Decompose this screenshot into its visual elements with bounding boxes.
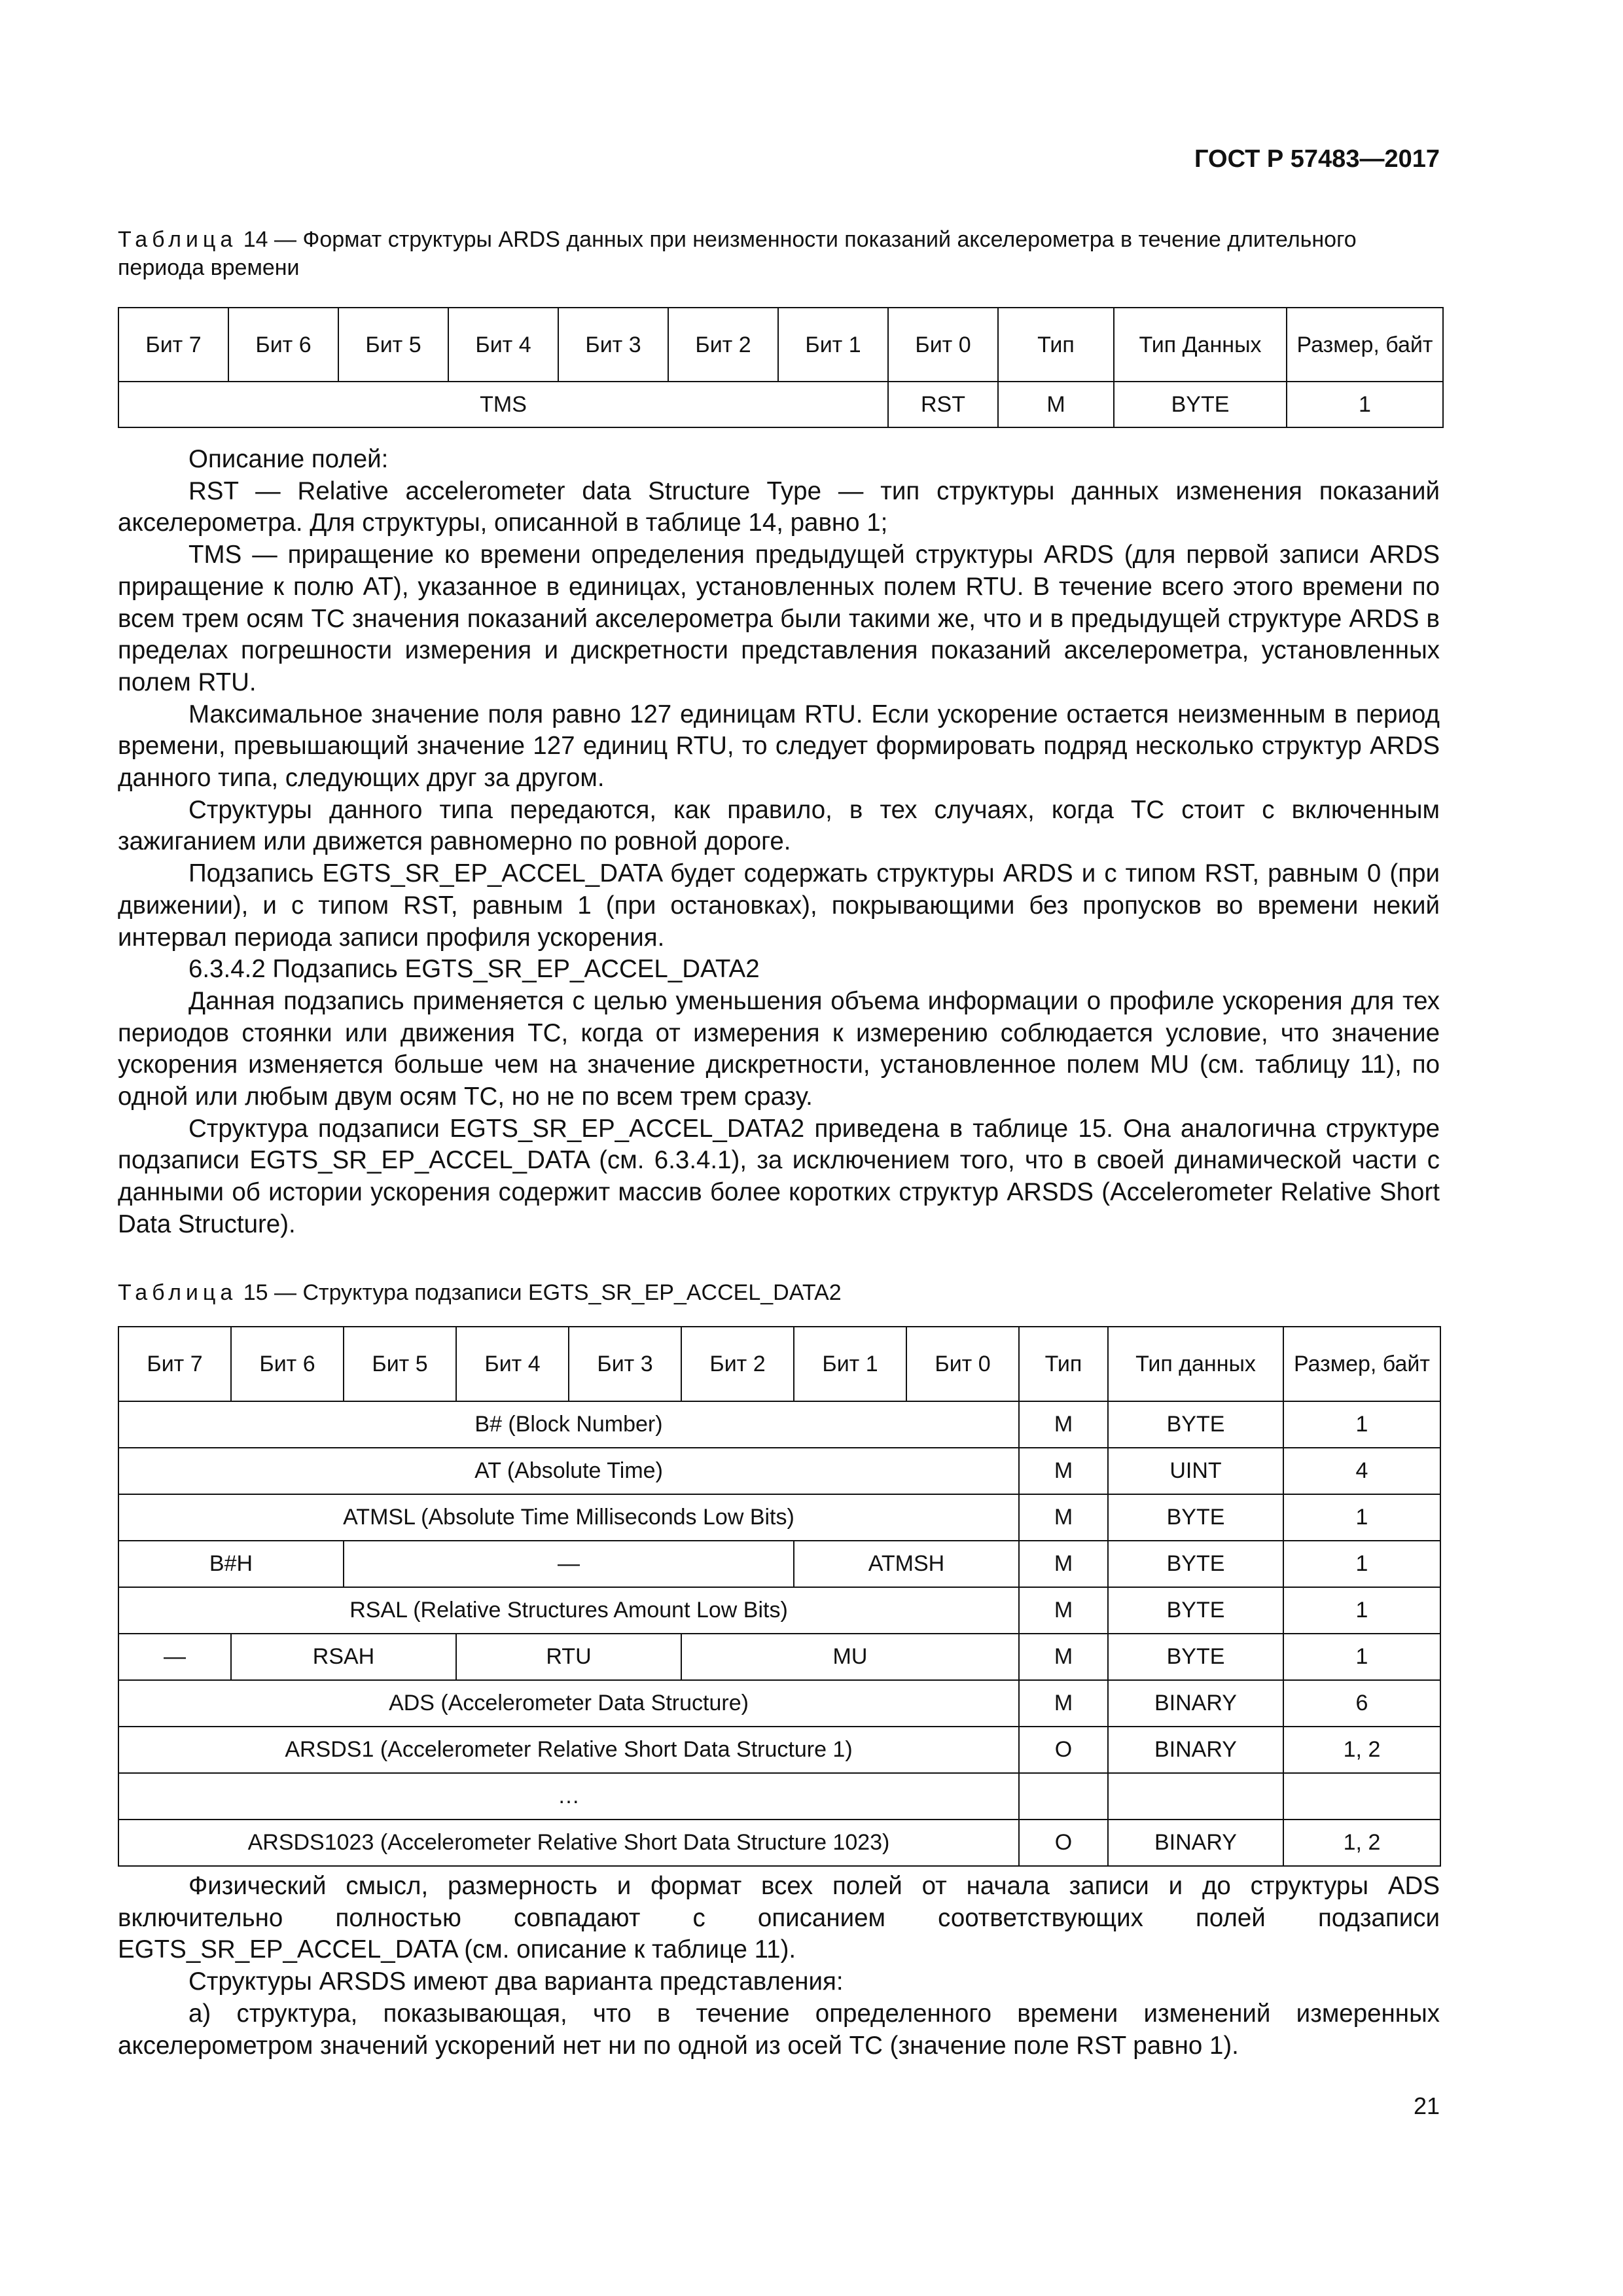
field-cell: ATMSL (Absolute Time Milliseconds Low Bits) xyxy=(118,1494,1019,1541)
field-cell: RST xyxy=(888,382,998,427)
type-cell: M xyxy=(1019,1634,1108,1680)
table-row xyxy=(118,1680,1440,1727)
size-cell xyxy=(1283,1773,1440,1820)
type-cell: O xyxy=(1019,1727,1108,1773)
field-cell: RTU xyxy=(456,1634,681,1680)
caption-text: 15 — Структура подзаписи EGTS_SR_EP_ACCEL_DATA2 xyxy=(237,1280,842,1305)
data-type-cell: UINT xyxy=(1108,1448,1283,1494)
header-cell: Бит 4 xyxy=(456,1327,569,1401)
data-type-cell: BYTE xyxy=(1108,1634,1283,1680)
header-cell: Бит 3 xyxy=(569,1327,681,1401)
table-header-row xyxy=(118,308,1443,382)
caption-prefix: Таблица xyxy=(118,227,238,252)
field-cell: RSAL (Relative Structures Amount Low Bits) xyxy=(118,1587,1019,1634)
field-cell: ARSDS1023 (Accelerometer Relative Short Data Structure 1023) xyxy=(118,1820,1019,1866)
header-cell: Бит 5 xyxy=(344,1327,456,1401)
size-cell: 1 xyxy=(1283,1494,1440,1541)
header-cell: Тип Данных xyxy=(1114,308,1287,382)
table-row xyxy=(118,1773,1440,1820)
paragraph: RST — Relative accelerometer data Structure Type — тип структуры данных изменения показаний акселерометра. Для структуры, описанной в таблице 14, равно 1; xyxy=(118,476,1440,537)
table-header-row xyxy=(118,1327,1440,1401)
field-cell: ARSDS1 (Accelerometer Relative Short Data Structure 1) xyxy=(118,1727,1019,1773)
size-cell: 1, 2 xyxy=(1283,1727,1440,1773)
type-cell: M xyxy=(1019,1680,1108,1727)
ellipsis-cell: … xyxy=(118,1773,1019,1820)
table-row xyxy=(118,1401,1440,1448)
data-type-cell: BYTE xyxy=(1114,382,1287,427)
type-cell: O xyxy=(1019,1820,1108,1866)
table-row xyxy=(118,1727,1440,1773)
data-type-cell: BYTE xyxy=(1108,1541,1283,1587)
size-cell: 4 xyxy=(1283,1448,1440,1494)
header-cell: Бит 7 xyxy=(118,308,228,382)
paragraph: Описание полей: xyxy=(188,445,389,473)
field-cell: MU xyxy=(681,1634,1019,1680)
size-cell: 1 xyxy=(1283,1401,1440,1448)
header-cell: Бит 4 xyxy=(448,308,558,382)
body-text-section-2 xyxy=(118,1871,1440,2062)
header-cell: Бит 0 xyxy=(906,1327,1019,1401)
paragraph: TMS — приращение ко времени определения предыдущей структуры ARDS (для первой записи ARDS приращение к полю AT), указанное в единицах, установленных полем RTU. В течение всего этого времени по всем трем осям ТС значения показаний акселерометра были такими же, что и в предыдущей структуре ARDS в пределах погрешности измерения и дискретности представления показаний акселерометра, установленных полем RTU. xyxy=(118,541,1440,696)
field-cell: — xyxy=(344,1541,794,1587)
document-id: ГОСТ Р 57483—2017 xyxy=(1194,145,1440,173)
size-cell: 1 xyxy=(1283,1587,1440,1634)
type-cell: M xyxy=(998,382,1114,427)
field-cell: TMS xyxy=(118,382,888,427)
header-cell: Бит 6 xyxy=(231,1327,344,1401)
paragraph: Структуры данного типа передаются, как правило, в тех случаях, когда ТС стоит с включенным зажиганием или движется равномерно по ровной дороге. xyxy=(118,795,1440,856)
page-number: 21 xyxy=(1413,2092,1440,2119)
type-cell: M xyxy=(1019,1401,1108,1448)
type-cell: M xyxy=(1019,1494,1108,1541)
type-cell: M xyxy=(1019,1448,1108,1494)
data-type-cell: BINARY xyxy=(1108,1680,1283,1727)
header-cell: Бит 0 xyxy=(888,308,998,382)
data-type-cell: BYTE xyxy=(1108,1587,1283,1634)
paragraph: Физический смысл, размерность и формат всех полей от начала записи и до структуры ADS включительно полностью совпадают с описанием соответствующих полей подзаписи EGTS_SR_EP_ACCEL_DATA (см. описание к таблице 11). xyxy=(118,1872,1440,1964)
table-row xyxy=(118,1494,1440,1541)
data-type-cell: BINARY xyxy=(1108,1727,1283,1773)
field-cell: AT (Absolute Time) xyxy=(118,1448,1019,1494)
header-cell: Тип xyxy=(998,308,1114,382)
data-type-cell: BINARY xyxy=(1108,1820,1283,1866)
field-cell: ADS (Accelerometer Data Structure) xyxy=(118,1680,1019,1727)
header-cell: Бит 6 xyxy=(228,308,338,382)
caption-text: 14 — Формат структуры ARDS данных при неизменности показаний акселерометра в течение длительного периода времени xyxy=(118,227,1357,280)
header-cell: Бит 5 xyxy=(338,308,448,382)
size-cell: 1 xyxy=(1283,1541,1440,1587)
paragraph: а) структура, показывающая, что в течение определенного времени изменений измеренных акселерометром значений ускорений нет ни по одной из осей ТС (значение поле RST равно 1). xyxy=(118,1999,1440,2060)
table-14-caption xyxy=(118,226,1440,282)
table-row xyxy=(118,1541,1440,1587)
data-type-cell: BYTE xyxy=(1108,1401,1283,1448)
field-cell: B#H xyxy=(118,1541,344,1587)
data-type-cell: BYTE xyxy=(1108,1494,1283,1541)
table-row xyxy=(118,1587,1440,1634)
field-cell: ATMSH xyxy=(794,1541,1019,1587)
header-cell: Бит 3 xyxy=(558,308,668,382)
table-14 xyxy=(118,307,1444,428)
header-cell: Бит 2 xyxy=(681,1327,794,1401)
paragraph: Данная подзапись применяется с целью уменьшения объема информации о профиле ускорения для тех периодов стоянки или движения ТС, когда от измерения к измерению соблюдается условие, что значение ускорения изменяется больше чем на значение дискретности, установленное полем MU (см. таблицу 11), по одной или любым двум осям ТС, но не по всем трем сразу. xyxy=(118,986,1440,1111)
body-text-section-1 xyxy=(118,444,1440,1241)
table-row xyxy=(118,1634,1440,1680)
header-cell: Бит 7 xyxy=(118,1327,231,1401)
type-cell xyxy=(1019,1773,1108,1820)
header-cell: Размер, байт xyxy=(1287,308,1443,382)
field-cell: RSAH xyxy=(231,1634,456,1680)
header-cell: Бит 1 xyxy=(794,1327,906,1401)
size-cell: 1 xyxy=(1287,382,1443,427)
size-cell: 1 xyxy=(1283,1634,1440,1680)
paragraph: Подзапись EGTS_SR_EP_ACCEL_DATA будет содержать структуры ARDS и с типом RST, равным 0 (при движении), и с типом RST, равным 1 (при остановках), покрывающими без пропусков во времени некий интервал периода записи профиля ускорения. xyxy=(118,859,1440,952)
table-row xyxy=(118,382,1443,427)
header-cell: Бит 1 xyxy=(778,308,888,382)
header-cell: Размер, байт xyxy=(1283,1327,1440,1401)
caption-prefix: Таблица xyxy=(118,1280,238,1305)
paragraph: Структуры ARSDS имеют два варианта представления: xyxy=(188,1967,844,1996)
header-cell: Тип данных xyxy=(1108,1327,1283,1401)
type-cell: M xyxy=(1019,1587,1108,1634)
section-heading: 6.3.4.2 Подзапись EGTS_SR_EP_ACCEL_DATA2 xyxy=(188,955,760,984)
paragraph: Структура подзаписи EGTS_SR_EP_ACCEL_DATA2 приведена в таблице 15. Она аналогична структуре подзаписи EGTS_SR_EP_ACCEL_DATA (см. 6.3.4.1), за исключением того, что в своей динамической части с данными об истории ускорения содержит массив более коротких структур ARSDS (Accelerometer Relative Short Data Structure). xyxy=(118,1114,1440,1238)
table-15 xyxy=(118,1326,1441,1867)
header-cell: Бит 2 xyxy=(668,308,778,382)
table-row xyxy=(118,1448,1440,1494)
paragraph: Максимальное значение поля равно 127 единицам RTU. Если ускорение остается неизменным в период времени, превышающий значение 127 единиц RTU, то следует формировать подряд несколько структур ARDS данного типа, следующих друг за другом. xyxy=(118,700,1440,793)
type-cell: M xyxy=(1019,1541,1108,1587)
table-row xyxy=(118,1820,1440,1866)
table-15-caption xyxy=(118,1279,1440,1307)
header-cell: Тип xyxy=(1019,1327,1108,1401)
field-cell: — xyxy=(118,1634,231,1680)
field-cell: B# (Block Number) xyxy=(118,1401,1019,1448)
data-type-cell xyxy=(1108,1773,1283,1820)
size-cell: 1, 2 xyxy=(1283,1820,1440,1866)
size-cell: 6 xyxy=(1283,1680,1440,1727)
